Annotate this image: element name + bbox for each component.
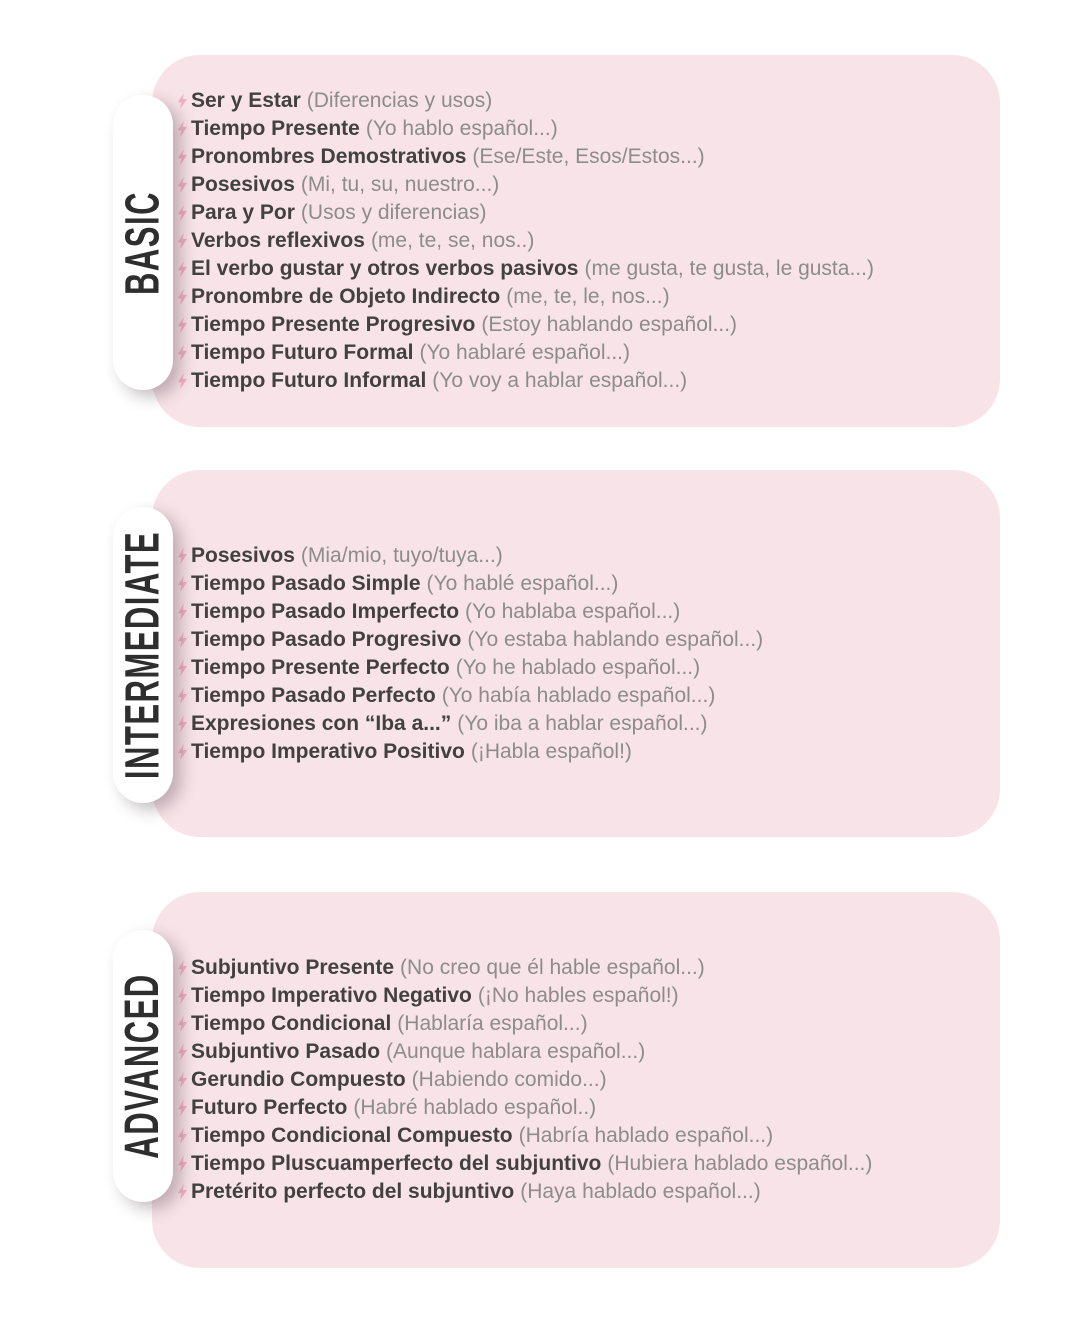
topic-item xyxy=(177,255,982,283)
lightning-bullet-icon xyxy=(177,1156,188,1172)
topic-item xyxy=(177,1178,982,1206)
lightning-bullet-icon xyxy=(177,576,188,592)
topic-item xyxy=(177,738,982,766)
topic-item xyxy=(177,710,982,738)
topic-title: Ser y Estar xyxy=(191,89,301,112)
lightning-bullet-icon xyxy=(177,548,188,564)
lightning-bullet-icon xyxy=(177,177,188,193)
topic-item xyxy=(177,982,982,1010)
lightning-bullet-icon xyxy=(177,688,188,704)
topic-item xyxy=(177,654,982,682)
topic-item xyxy=(177,626,982,654)
level-panel-advanced xyxy=(152,892,1000,1268)
topic-item xyxy=(177,1010,982,1038)
topic-title: Tiempo Condicional xyxy=(191,1012,392,1035)
topic-item xyxy=(177,542,982,570)
level-pill-advanced xyxy=(113,930,173,1202)
topic-example: (Habré hablado español..) xyxy=(353,1096,597,1119)
topic-title: Tiempo Imperativo Positivo xyxy=(191,739,465,763)
topic-example: (Habiendo comido...) xyxy=(411,1068,607,1091)
topic-example: (Diferencias y usos) xyxy=(306,89,493,112)
topic-item xyxy=(177,570,982,598)
topic-title: Tiempo Presente Progresivo xyxy=(191,313,476,336)
topic-item xyxy=(177,1094,982,1122)
topic-list xyxy=(177,87,982,395)
topic-title: Tiempo Presente xyxy=(191,117,360,140)
topic-item xyxy=(177,1122,982,1150)
lightning-bullet-icon xyxy=(177,604,188,620)
topic-item xyxy=(177,143,982,171)
lightning-bullet-icon xyxy=(177,1100,188,1116)
topic-item xyxy=(177,171,982,199)
lightning-bullet-icon xyxy=(177,289,188,305)
topic-example: (Estoy hablando español...) xyxy=(481,313,738,336)
topic-title: Tiempo Pluscuamperfecto del subjuntivo xyxy=(191,1152,602,1175)
topic-example: (Yo estaba hablando español...) xyxy=(467,627,764,651)
topic-example: (Yo había hablado español...) xyxy=(441,683,716,707)
lightning-bullet-icon xyxy=(177,373,188,389)
topic-title: Tiempo Condicional Compuesto xyxy=(191,1124,513,1147)
topic-item xyxy=(177,1150,982,1178)
topic-example: (Hubiera hablado español...) xyxy=(607,1152,873,1175)
topic-item xyxy=(177,87,982,115)
topic-example: (Yo iba a hablar español...) xyxy=(457,711,708,735)
topic-title: Posesivos xyxy=(191,543,295,567)
lightning-bullet-icon xyxy=(177,233,188,249)
topic-example: (Mi, tu, su, nuestro...) xyxy=(300,173,500,196)
lightning-bullet-icon xyxy=(177,1044,188,1060)
topic-title: Tiempo Pasado Perfecto xyxy=(191,683,436,707)
lightning-bullet-icon xyxy=(177,1128,188,1144)
topic-example: (Yo hablaré español...) xyxy=(419,341,630,364)
topic-title: Subjuntivo Presente xyxy=(191,956,395,979)
topic-title: Tiempo Presente Perfecto xyxy=(191,655,450,679)
topic-list xyxy=(177,954,982,1206)
topic-example: (me, te, le, nos...) xyxy=(506,285,670,308)
topic-title: Posesivos xyxy=(191,173,295,196)
topic-item xyxy=(177,1066,982,1094)
topic-title: Para y Por xyxy=(191,201,295,224)
level-pill-basic xyxy=(113,95,173,390)
topic-item xyxy=(177,283,982,311)
topic-title: Subjuntivo Pasado xyxy=(191,1040,381,1063)
lightning-bullet-icon xyxy=(177,345,188,361)
topic-item xyxy=(177,682,982,710)
topic-example: (Yo hablo español...) xyxy=(365,117,558,140)
level-pill-intermediate xyxy=(113,507,173,803)
level-panel-intermediate xyxy=(152,470,1000,837)
topic-example: (Yo he hablado español...) xyxy=(455,655,701,679)
topic-example: (Haya hablado español...) xyxy=(520,1180,761,1203)
lightning-bullet-icon xyxy=(177,716,188,732)
topic-title: Verbos reflexivos xyxy=(191,229,365,252)
topic-example: (Yo voy a hablar español...) xyxy=(432,369,688,392)
topic-example: (No creo que él hable español...) xyxy=(400,956,705,979)
topic-title: Tiempo Pasado Simple xyxy=(191,571,421,595)
topic-title: Pronombres Demostrativos xyxy=(191,145,467,168)
lightning-bullet-icon xyxy=(177,93,188,109)
lightning-bullet-icon xyxy=(177,1072,188,1088)
topic-example: (Hablaría español...) xyxy=(397,1012,588,1035)
topic-item xyxy=(177,339,982,367)
topic-title: Expresiones con “Iba a...” xyxy=(191,711,452,735)
level-label: INTERMEDIATE xyxy=(115,530,170,780)
level-panel-basic xyxy=(152,55,1000,427)
lightning-bullet-icon xyxy=(177,1184,188,1200)
topic-title: Tiempo Futuro Informal xyxy=(191,369,427,392)
lightning-bullet-icon xyxy=(177,205,188,221)
topic-item xyxy=(177,598,982,626)
topic-list xyxy=(177,542,982,766)
topic-title: Futuro Perfecto xyxy=(191,1096,348,1119)
lightning-bullet-icon xyxy=(177,960,188,976)
topic-example: (Usos y diferencias) xyxy=(300,201,487,224)
level-label: ADVANCED xyxy=(115,973,170,1159)
topic-example: (Yo hablé español...) xyxy=(426,571,619,595)
topic-example: (Aunque hablara español...) xyxy=(386,1040,646,1063)
topic-example: (¡Habla español!) xyxy=(470,739,632,763)
topic-title: Tiempo Futuro Formal xyxy=(191,341,414,364)
topic-item xyxy=(177,227,982,255)
topic-example: (me gusta, te gusta, le gusta...) xyxy=(584,257,874,280)
topic-example: (Yo hablaba español...) xyxy=(465,599,681,623)
topic-example: (Habría hablado español...) xyxy=(518,1124,774,1147)
topic-example: (me, te, se, nos..) xyxy=(370,229,535,252)
topic-title: Tiempo Pasado Imperfecto xyxy=(191,599,460,623)
topic-title: El verbo gustar y otros verbos pasivos xyxy=(191,257,579,280)
topic-item xyxy=(177,199,982,227)
topic-example: (¡No hables español!) xyxy=(477,984,679,1007)
topic-item xyxy=(177,311,982,339)
topic-title: Gerundio Compuesto xyxy=(191,1068,406,1091)
topic-title: Pretérito perfecto del subjuntivo xyxy=(191,1180,515,1203)
lightning-bullet-icon xyxy=(177,317,188,333)
topic-example: (Mia/mio, tuyo/tuya...) xyxy=(300,543,503,567)
lightning-bullet-icon xyxy=(177,632,188,648)
lightning-bullet-icon xyxy=(177,149,188,165)
topic-example: (Ese/Este, Esos/Estos...) xyxy=(472,145,705,168)
topic-title: Tiempo Pasado Progresivo xyxy=(191,627,462,651)
lightning-bullet-icon xyxy=(177,121,188,137)
topic-item xyxy=(177,1038,982,1066)
topic-item xyxy=(177,954,982,982)
topic-title: Tiempo Imperativo Negativo xyxy=(191,984,472,1007)
lightning-bullet-icon xyxy=(177,744,188,760)
lightning-bullet-icon xyxy=(177,988,188,1004)
topic-item xyxy=(177,367,982,395)
lightning-bullet-icon xyxy=(177,1016,188,1032)
topic-title: Pronombre de Objeto Indirecto xyxy=(191,285,501,308)
topic-item xyxy=(177,115,982,143)
lightning-bullet-icon xyxy=(177,261,188,277)
level-label: BASIC xyxy=(115,190,170,295)
lightning-bullet-icon xyxy=(177,660,188,676)
